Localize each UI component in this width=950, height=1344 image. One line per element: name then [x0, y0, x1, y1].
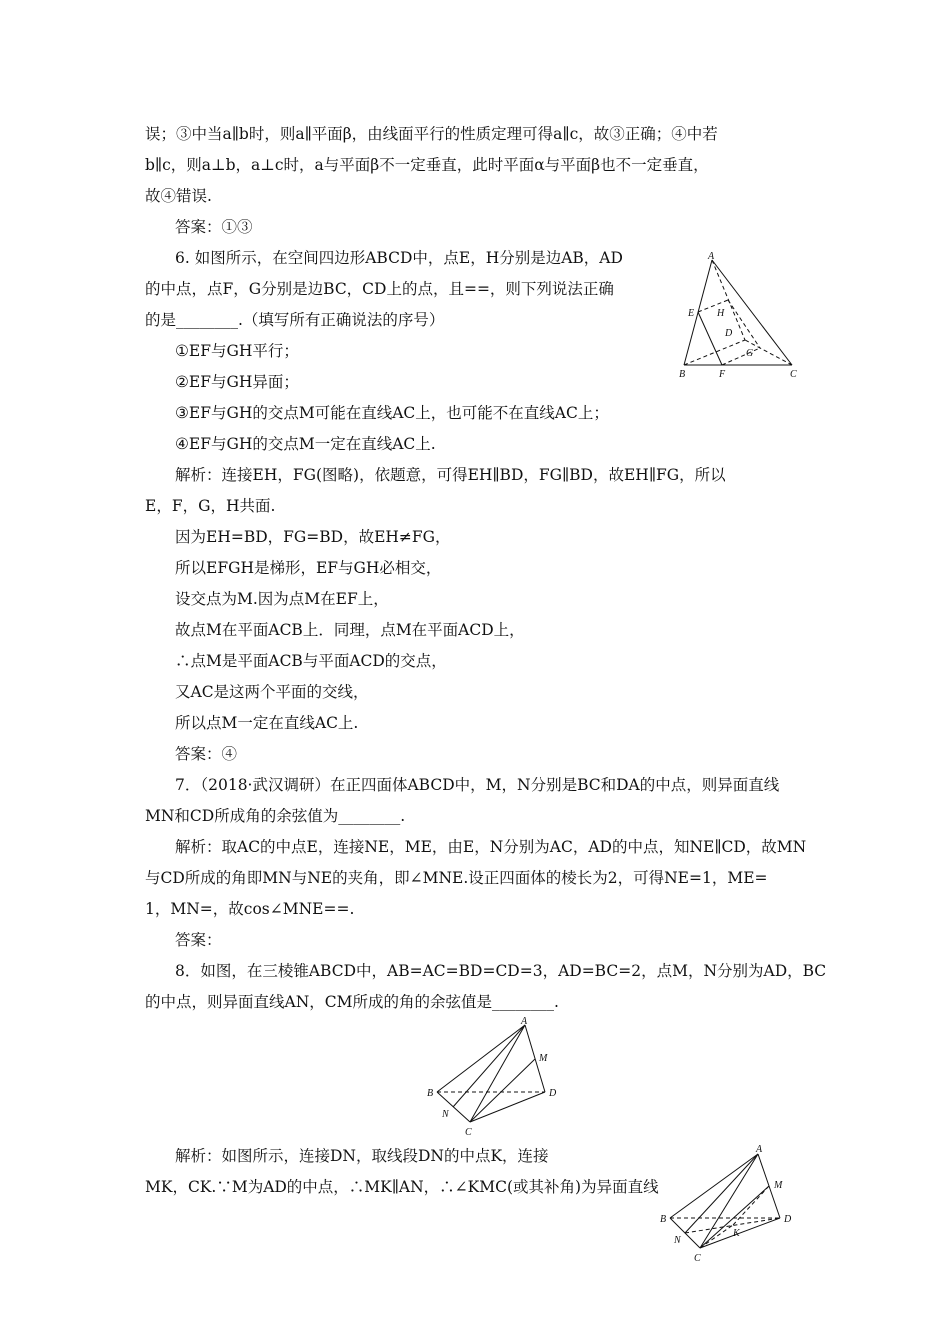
text-line: 因为EH=BD，FG=BD，故EH≠FG， [175, 528, 451, 546]
label-d: D [784, 1214, 792, 1225]
option-1: ①EF与GH平行； [175, 342, 299, 360]
segment-ef [698, 312, 722, 365]
pyramid-figure-q8 [422, 1015, 572, 1140]
label-b: B [660, 1214, 667, 1225]
segment-an [685, 1154, 758, 1233]
option-4: ④EF与GH的交点M一定在直线AC上. [175, 435, 436, 453]
text-line: 又AC是这两个平面的交线， [175, 683, 369, 701]
text-line: 故④错误. [145, 187, 212, 205]
segment-an [453, 1025, 525, 1107]
text-line: E，F，G，H共面. [145, 497, 276, 515]
question-8: 8．如图，在三棱锥ABCD中，AB=AC=BD=CD=3，AD=BC=2，点M，N分别为AD，BC [175, 962, 827, 980]
pyramid-figure-solution [655, 1140, 805, 1265]
text-line: b∥c，则a⊥b，a⊥c时，a与平面β不一定垂直，此时平面α与平面β也不一定垂直， [145, 156, 709, 174]
text-line: ∴点M是平面ACB与平面ACD的交点， [175, 652, 447, 670]
text-line: 的中点，点F，G分别是边BC，CD上的点，且==，则下列说法正确 [145, 280, 614, 298]
text-line: 所以点M一定在直线AC上. [175, 714, 359, 732]
edge-cd [700, 1218, 780, 1248]
text-line: 与CD所成的角即MN与NE的夹角，即∠MNE.设正四面体的棱长为2，可得NE=1，ME= [145, 869, 768, 887]
edge-ac [470, 1025, 525, 1122]
label-f: F [719, 369, 726, 380]
label-n: N [442, 1109, 449, 1120]
segment-fg [722, 348, 760, 365]
text-line: 的中点，则异面直线AN，CM所成的角的余弦值是________. [145, 993, 559, 1011]
text-line: 的是________.（填写所有正确说法的序号） [145, 311, 445, 329]
label-c: C [694, 1253, 701, 1264]
label-b: B [427, 1088, 434, 1099]
label-n: N [674, 1235, 681, 1246]
segment-mk [733, 1186, 769, 1225]
label-b: B [679, 369, 686, 380]
solution-line: 解析：取AC的中点E，连接NE，ME，由E，N分别为AC，AD的中点，知NE∥CD，故MN [175, 838, 807, 856]
tetrahedron-figure-q6 [670, 250, 810, 385]
label-d: D [725, 328, 733, 339]
label-a: A [756, 1144, 763, 1155]
option-3: ③EF与GH的交点M可能在直线AC上，也可能不在直线AC上； [175, 404, 609, 422]
label-m: M [539, 1053, 548, 1064]
text-line: MK，CK.∵M为AD的中点，∴MK∥AN，∴∠KMC(或其补角)为异面直线 [145, 1178, 659, 1196]
answer-line: 答案：①③ [175, 218, 253, 236]
label-k: K [733, 1228, 740, 1239]
label-m: M [774, 1180, 783, 1191]
text-line: 故点M在平面ACB上．同理，点M在平面ACD上， [175, 621, 525, 639]
answer-line: 答案： [175, 931, 222, 949]
answer-line: 答案：④ [175, 745, 238, 763]
label-a: A [708, 251, 715, 262]
label-e: E [688, 308, 695, 319]
question-6: 6. 如图所示，在空间四边形ABCD中，点E，H分别是边AB，AD [175, 249, 623, 267]
text-line: MN和CD所成角的余弦值为________. [145, 807, 406, 825]
solution-line: 解析：如图所示，连接DN，取线段DN的中点K，连接 [175, 1147, 549, 1165]
label-g: G [746, 348, 754, 359]
label-c: C [465, 1127, 472, 1138]
label-h: H [717, 308, 725, 319]
solution-line: 解析：连接EH，FG(图略)，依题意，可得EH∥BD，FG∥BD，故EH∥FG，所以 [175, 466, 726, 484]
option-2: ②EF与GH异面； [175, 373, 299, 391]
label-c: C [790, 369, 797, 380]
edge-bd [684, 340, 745, 365]
text-line: 1，MN=，故cos∠MNE==. [145, 900, 355, 918]
segment-cm [470, 1059, 535, 1122]
question-7: 7．（2018·武汉调研）在正四面体ABCD中，M，N分别是BC和DA的中点，则异面直线 [175, 776, 780, 794]
edge-ac [700, 1154, 758, 1248]
text-line: 误；③中当a∥b时，则a∥平面β，由线面平行的性质定理可得a∥c，故③正确；④中若 [145, 125, 718, 143]
text-line: 设交点为M.因为点M在EF上， [175, 590, 389, 608]
label-a: A [521, 1016, 528, 1027]
edge-cd [470, 1092, 545, 1122]
text-line: 所以EFGH是梯形，EF与GH必相交， [175, 559, 442, 577]
label-d: D [549, 1088, 557, 1099]
